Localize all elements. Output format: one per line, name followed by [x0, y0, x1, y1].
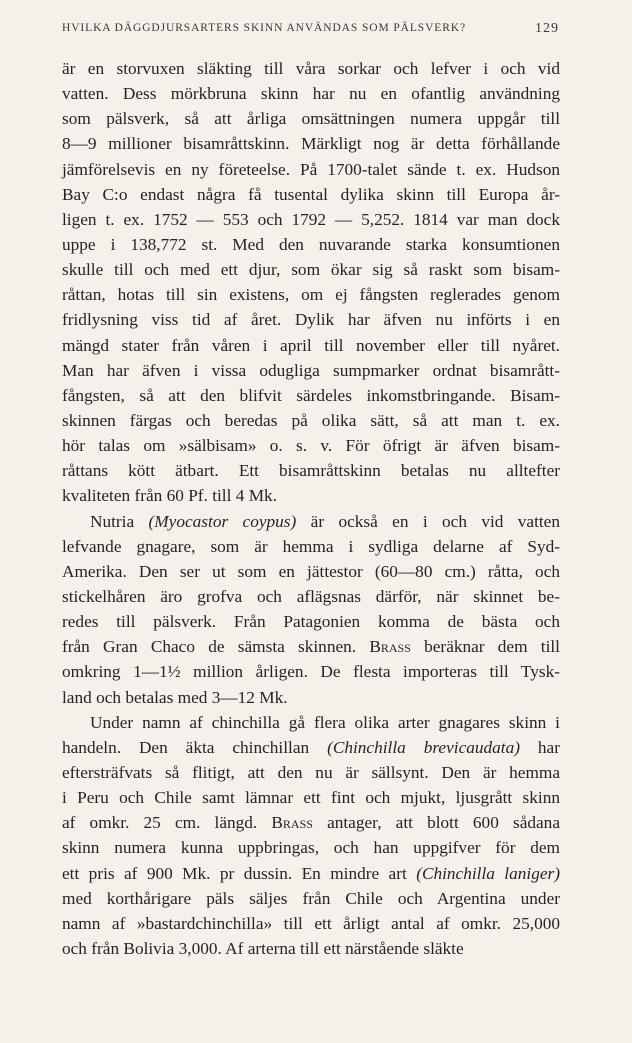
- text-line: Nutria (Myocastor coypus) är också en i och vid vatten: [90, 511, 560, 531]
- text-line: hör talas om »sälbisam» o. s. v. För öfrigt är äfven bisam-: [62, 436, 560, 456]
- text-line: vatten. Dess mörkbruna skinn har nu en ofantlig användning: [62, 84, 560, 104]
- text-line: ligen t. ex. 1752 — 553 och 1792 — 5,252. 1814 var man dock: [62, 209, 560, 229]
- text-line: råttans kött ätbart. Ett bisamråttskinn betalas nu alltefter: [62, 461, 560, 481]
- text-line: Man har äfven i vissa odugliga sumpmarker ordnat bisamrått-: [62, 360, 560, 380]
- text-line: skinnen färgas och beredas på olika sätt, så att man t. ex.: [62, 410, 560, 430]
- page-header: [62, 21, 559, 36]
- text-line: kvaliteten från 60 Pf. till 4 Mk.: [62, 486, 278, 506]
- text-line: skinn numera kunna uppbringas, och han uppgifver för dem: [62, 838, 560, 858]
- text-line: Under namn af chinchilla gå flera olika arter gnagares skinn i: [90, 712, 560, 732]
- text-line: i Peru och Chile samt lämnar ett fint och mjukt, ljusgrått skinn: [62, 788, 560, 808]
- text-line: 8—9 millioner bisamråttskinn. Märkligt nog är detta förhållande: [62, 134, 560, 154]
- running-title: HVILKA DÄGGDJURSARTERS SKINN ANVÄNDAS SOM PÄLSVERK?: [62, 22, 466, 34]
- text-line: från Gran Chaco de sämsta skinnen. Brass beräknar dem till: [62, 637, 560, 657]
- text-line: redes till pälsverk. Från Patagonien komma de bästa och: [62, 612, 560, 632]
- text-line: är en storvuxen släkting till våra sorkar och lefver i och vid: [62, 59, 560, 78]
- text-line: namn af »bastardchinchilla» till ett årligt antal af omkr. 25,000: [62, 913, 560, 933]
- body-text: [62, 56, 560, 961]
- text-line: fridlysning viss tid af året. Dylik har äfven nu införts i en: [62, 310, 560, 330]
- text-line: lefvande gnagare, som är hemma i sydliga delarne af Syd-: [62, 536, 560, 556]
- text-line: jämförelsevis en ny företeelse. På 1700-talet sände t. ex. Hudson: [62, 159, 560, 179]
- text-line: fångsten, så att den blifvit särdeles inkomstbringande. Bisam-: [62, 385, 560, 405]
- text-line: handeln. Den äkta chinchillan (Chinchilla brevicaudata) har: [62, 737, 560, 757]
- text-line: som pälsverk, så att årliga omsättningen numera uppgår till: [62, 109, 560, 129]
- text-line: med korthårigare päls säljes från Chile och Argentina under: [62, 888, 560, 908]
- text-line: omkring 1—1½ million årligen. De flesta importeras till Tysk-: [62, 662, 560, 682]
- text-line: mängd stater från våren i april till november eller till nyåret.: [62, 335, 560, 355]
- text-line: af omkr. 25 cm. längd. Brass antager, att blott 600 sådana: [62, 813, 560, 833]
- paragraph: [62, 710, 560, 961]
- text-line: råttan, hotas till sin existens, om ej fångsten reglerades genom: [62, 285, 560, 305]
- text-line: skulle till och med ett djur, som ökar sig så raskt som bisam-: [62, 260, 560, 280]
- text-line: Bay C:o endast några få tusental dylika skinn till Europa år-: [62, 184, 560, 204]
- text-line: och från Bolivia 3,000. Af arterna till ett närstående släkte: [62, 938, 464, 958]
- page-number: 129: [535, 21, 559, 36]
- text-line: land och betalas med 3—12 Mk.: [62, 687, 288, 707]
- text-line: Amerika. Den ser ut som en jättestor (60—80 cm.) råtta, och: [62, 561, 560, 581]
- paragraph: [62, 56, 560, 509]
- text-line: ett pris af 900 Mk. pr dussin. En mindre art (Chinchilla laniger): [62, 863, 560, 883]
- text-line: uppe i 138,772 st. Med den nuvarande starka konsumtionen: [62, 234, 560, 254]
- text-line: stickelhåren äro grofva och aflägsnas därför, när skinnet be-: [62, 586, 560, 606]
- paragraph: [62, 509, 560, 710]
- text-line: eftersträfvats så flitigt, att den nu är sällsynt. Den är hemma: [62, 762, 560, 782]
